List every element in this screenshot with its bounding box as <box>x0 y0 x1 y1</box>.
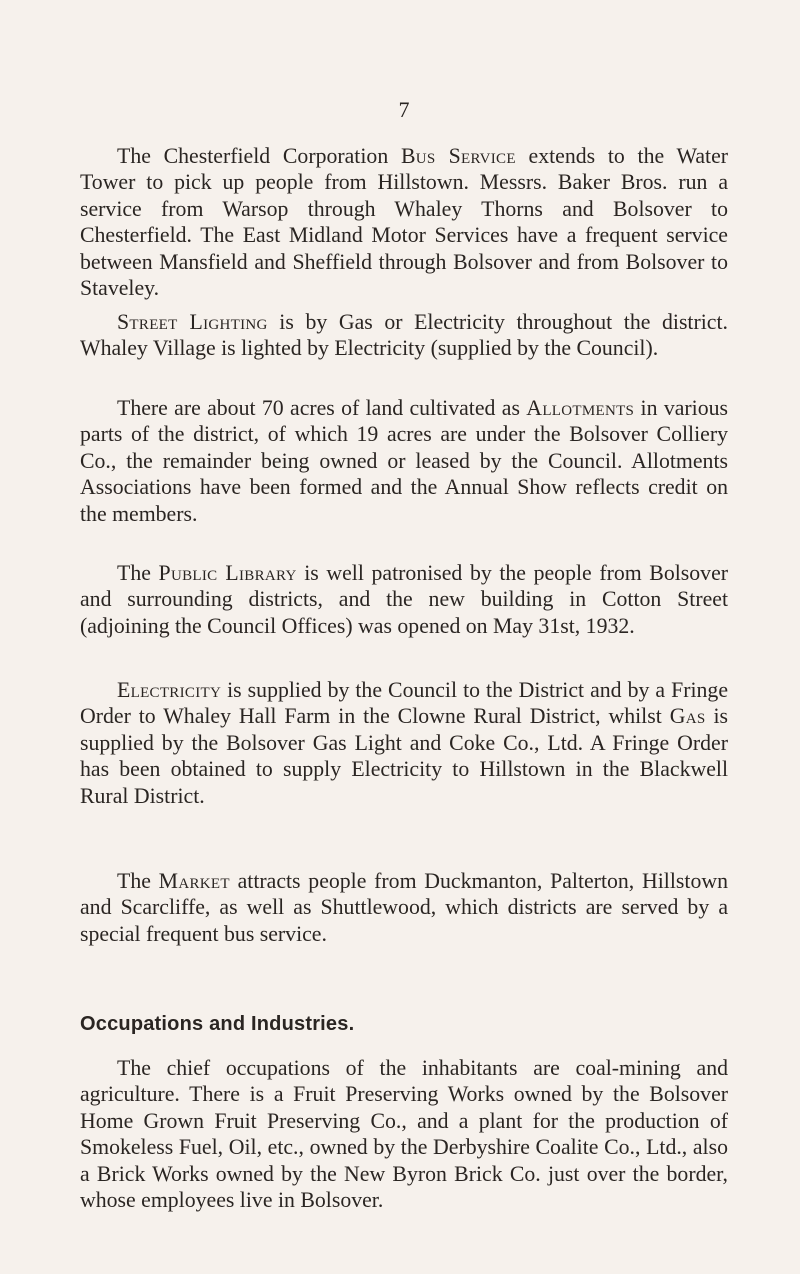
paragraph-allotments <box>80 395 728 527</box>
paragraph-text: is supplied by the Council to the District and by a Fringe Order to Whaley Hall Farm in the Clowne Rural District, whilst <box>80 678 728 729</box>
paragraph-text: in various parts of the district, of which 19 acres are under the Bolsover Colliery Co., the remainder being owned or leased by the Council. Allotments Associations have been formed and the Annual Show reflects credit on the members. <box>80 396 728 526</box>
paragraph-bus-service <box>80 143 728 301</box>
term-electricity: Electricity <box>117 678 222 702</box>
term-street-lighting: Street Lighting <box>117 310 268 334</box>
paragraph-market <box>80 868 728 947</box>
paragraph-text: is by Gas or Electricity throughout the district. Whaley Village is lighted by Electricity (supplied by the Council). <box>80 310 728 361</box>
term-gas: Gas <box>669 704 706 729</box>
page-number: 7 <box>398 97 410 122</box>
paragraph-text: extends to the Water Tower to pick up people from Hillstown. Messrs. Baker Bros. run a service from Warsop through Whaley Thorns and Bolsover to Chesterfield. The East Midland Motor Services have a frequent service between Mansfield and Sheffield through Bolsover and from Bolsover to Staveley. <box>80 144 728 301</box>
paragraph-street-lighting <box>80 309 728 362</box>
paragraph-text: The <box>117 869 159 893</box>
paragraph-public-library <box>80 560 728 639</box>
paragraph-occupations: The chief occupations of the inhabitants are coal-mining and agriculture. There is a Fruit Preserving Works owned by the Bolsover Home Grown Fruit Preserving Co., and a plant for the production of Smokeless Fuel, Oil, etc., owned by the Derbyshire Coalite Co., Ltd., also a Brick Works owned by the New Byron Brick Co. just over the border, whose employees live in Bolsover. <box>80 1056 728 1213</box>
paragraph-electricity <box>80 677 728 809</box>
paragraph-text: There are about 70 acres of land cultivated as <box>117 396 527 420</box>
paragraph-text: The Chesterfield Corporation <box>117 144 401 168</box>
term-public-library: Public Library <box>158 561 297 585</box>
paragraph-text: is supplied by the Bolsover Gas Light and Coke Co., Ltd. A Fringe Order has been obtained to supply Electricity to Hillstown in the Blackwell Rural District. <box>80 704 728 808</box>
paragraph-text: is well patronised by the people from Bolsover and surrounding districts, and the new building in Cotton Street (adjoining the Council Offices) was opened on May 31st, 1932. <box>80 561 729 638</box>
paragraph-text: attracts people from Duckmanton, Palterton, Hillstown and Scarcliffe, as well as Shuttlewood, which districts are served by a special frequent bus service. <box>80 869 728 946</box>
paragraph-text: The <box>117 561 159 585</box>
term-bus-service: Bus Service <box>400 144 516 168</box>
term-market: Market <box>158 869 230 893</box>
section-heading: Occupations and Industries. <box>80 1013 355 1035</box>
term-allotments: Allotments <box>526 396 635 420</box>
